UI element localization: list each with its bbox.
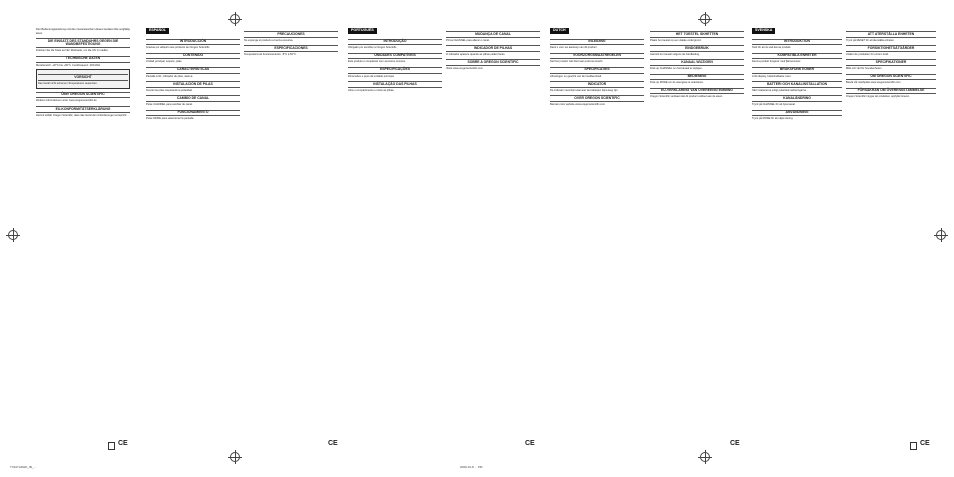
- section-title: VORSICHT: [38, 74, 128, 81]
- section-text: Gracias por adquirir este producto de Oregon Scientific.: [146, 46, 211, 50]
- section-title: CAMBIO DE CANAL: [146, 95, 240, 102]
- column-portuguese-continued: [446, 28, 540, 72]
- section-title: FÖRSÄKRAN OM ÖVERENSSTÄMMELSE: [846, 88, 936, 95]
- section-text: Druk op CHANNEL om het kanaal te wijzigen.: [650, 66, 703, 70]
- section-title: BATTERI OCH KANALINSTALLATION: [752, 81, 842, 88]
- section-text: Plaats het toestel op een vlakke ondergrond.: [650, 38, 702, 42]
- section-text: Tack för att du valt denna produkt.: [752, 46, 792, 50]
- ce-mark-icon: CE: [328, 440, 338, 447]
- section-text: Este produto é compatível com sensores remotos.: [348, 60, 406, 64]
- section-text: Hiermit erklärt Oregon Scientific, dass das Gerät den Anforderungen entspricht.: [36, 113, 128, 117]
- section-title: INTRODUKTION: [752, 39, 842, 46]
- ce-mark-icon: CE: [525, 440, 535, 447]
- section-text: Mått och vikt för huvudenheten.: [846, 66, 883, 70]
- section-text: Abra o compartimento e insira as pilhas.: [348, 88, 395, 92]
- section-title: INTRODUCCIÓN: [146, 39, 240, 46]
- column-spanish: [146, 28, 240, 122]
- section-title: KANAAL WIJZIGEN: [650, 59, 744, 66]
- section-text: Oregon Scientific intygar att produkten uppfyller kraven.: [846, 95, 910, 99]
- section-text: Tryck på CHANNEL för att byta kanal.: [752, 102, 796, 106]
- ce-mark-icon: CE: [920, 440, 930, 447]
- section-title: OM OREGON SCIENTIFIC: [846, 74, 936, 81]
- section-text: Temperatura de funcionamiento: -5°C a 50°C.: [244, 52, 297, 56]
- section-text: No exponga el producto a fuerza excesiva.: [244, 38, 294, 42]
- section-title: KANALÄNDRING: [752, 95, 842, 102]
- section-title: DIE EINSATZ DES STANDUHRS GEGEN DIE WANDBEFESTIGUNG: [36, 38, 130, 48]
- section-title: CONTENIDO: [146, 53, 240, 60]
- intro-text: Den Bedienungsanleitung und dem Garantieschein dieses Gerätes bitte sorgfältig lesen.: [36, 28, 130, 35]
- section-title: ESPECIFICAÇÕES: [348, 67, 442, 74]
- section-title: SPECIFICATIES: [550, 67, 644, 74]
- section-text: Das Gerät nicht extremen Temperaturen aussetzen.: [38, 81, 98, 85]
- registration-mark-icon: [8, 230, 18, 240]
- section-title: INLEIDING: [550, 39, 644, 46]
- section-title: UNIDADES COMPATÍVEIS: [348, 53, 442, 60]
- registration-mark-icon: [700, 14, 710, 24]
- section-title: Über OREGON SCIENTIFIC: [36, 92, 130, 99]
- section-text: Denna produkt fungerar med fjärrsensorer.: [752, 60, 802, 64]
- section-text: Afmetingen en gewicht van de hoofdeenheid.: [550, 74, 602, 78]
- registration-mark-icon: [700, 452, 710, 462]
- language-label: DUTCH: [550, 28, 569, 34]
- section-text: Drücken Sie die Taste auf der Rückseite, um die Uhr zu stellen.: [36, 49, 109, 53]
- section-text: Obrigado por escolher a Oregon Scientific.: [348, 46, 398, 50]
- section-title: OVER OREGON SCIENTIFIC: [550, 95, 644, 102]
- section-title: SOBRE A OREGON SCIENTIFIC: [446, 59, 540, 66]
- section-text: Inserte las pilas respetando la polaridad.: [146, 88, 193, 92]
- section-text: Visite www.oregonscientific.com: [446, 66, 483, 70]
- section-text: Pantalla LCD, indicador de pilas, alarma.: [146, 74, 194, 78]
- section-title: HET TOESTEL SKHETTEN: [650, 31, 744, 38]
- column-dutch-continued: [650, 28, 744, 100]
- section-text: Besök vår webbplats www.oregonscientific.com: [846, 81, 901, 85]
- ce-mark-icon: CE: [118, 440, 128, 447]
- section-title: FUNCIONAMIENTO: [146, 110, 240, 117]
- section-text: Pulse MODE para seleccionar la pantalla.: [146, 117, 195, 121]
- section-title: VOORZORGSMAATREGELEN: [550, 53, 644, 60]
- section-text: Tryck på RESET för att återställa enheten.: [846, 38, 895, 42]
- section-title: INDICATOR: [550, 81, 644, 88]
- section-text: LCD-display, batteriindikator, larm.: [752, 74, 792, 78]
- section-title: PRECAUCIONES: [244, 31, 338, 38]
- section-text: Oregon Scientific verklaart dat dit product voldoet aan de eisen.: [650, 95, 723, 99]
- section-text: Utsätt inte produkten för extrem kraft.: [846, 52, 889, 56]
- registration-mark-icon: [230, 14, 240, 24]
- section-title: EINDGEBRUIK: [650, 45, 744, 52]
- section-title: ESPECIFICACIONES: [244, 45, 338, 52]
- section-title: EU-VERKLARING VAN OVEREENSTEMMING: [650, 88, 744, 95]
- section-text: O indicador aparece quando as pilhas estão fracas.: [446, 52, 506, 56]
- section-title: EU-KONFORMITÄTSERKLÄRUNG: [36, 106, 130, 113]
- column-swedish: [752, 28, 842, 122]
- section-title: TECHNISCHE DATEN: [36, 56, 130, 63]
- section-text: De indicator verschijnt wanneer de batterijen bijna leeg zijn.: [550, 88, 619, 92]
- section-title: ANVÄNDNING: [752, 110, 842, 117]
- section-text: Messbereich: -20°C bis +60°C. Funkfrequenz: 433 MHz.: [36, 63, 101, 67]
- section-title: INSTALACIÓN DE PILAS: [146, 81, 240, 88]
- section-text: Sätt i batterierna enligt polaritetsmarkeringarna.: [752, 88, 807, 92]
- column-swedish-continued: [846, 28, 936, 100]
- section-title: INTRODUÇÃO: [348, 39, 442, 46]
- weee-bin-icon: [108, 442, 115, 450]
- column-spanish-continued: [244, 28, 338, 58]
- section-title: FÖRSIKTIGHETSÅTGÄRDER: [846, 45, 936, 52]
- section-text: Druk op MODE om de weergave te selecteren.: [650, 81, 704, 85]
- section-text: Pulse CHANNEL para cambiar de canal.: [146, 102, 193, 106]
- section-text: Gebruik het toestel volgens de handleiding.: [650, 52, 700, 56]
- section-text: Dimensões e peso da unidade principal.: [348, 74, 395, 78]
- weee-bin-icon: [910, 442, 917, 450]
- registration-mark-icon: [230, 452, 240, 462]
- warning-box: [36, 69, 130, 89]
- section-text: Prima CHANNEL para alterar o canal.: [446, 38, 490, 42]
- column-dutch: [550, 28, 644, 108]
- column-german-continued: [36, 28, 130, 119]
- registration-mark-icon: [936, 230, 946, 240]
- language-label: SVENSKA: [752, 28, 775, 34]
- language-label: ESPAÑOL: [146, 28, 169, 34]
- section-text: Unidad principal, soporte, pilas.: [146, 60, 183, 64]
- section-title: SPECIFIKATIONER: [846, 59, 936, 66]
- column-portuguese: [348, 28, 442, 94]
- section-title: BRUKSFUNKTIONER: [752, 67, 842, 74]
- section-title: KOMPATIBLA ENHETER: [752, 53, 842, 60]
- section-text: Bezoek onze website www.oregonscientific.com: [550, 102, 606, 106]
- file-tag-left: TX107ADHD_IB_...: [10, 465, 37, 469]
- section-title: ATT ATERSTÄLLA ENHETEN: [846, 31, 936, 38]
- file-tag-right: 2009-10-8 ... PM: [460, 465, 483, 469]
- language-label: PORTUGUÊS: [348, 28, 377, 34]
- section-title: INSTALAÇÃO DAS PILHAS: [348, 81, 442, 88]
- section-title: INDICADOR DE PILHAS: [446, 45, 540, 52]
- ce-mark-icon: CE: [730, 440, 740, 447]
- section-text: Dank u voor uw aankoop van dit product.: [550, 46, 598, 50]
- section-text: Weitere Informationen unter www.oregonscientific.de: [36, 99, 97, 103]
- section-title: CARACTERÍSTICAS: [146, 67, 240, 74]
- section-text: Tryck på MODE för att välja visning.: [752, 117, 794, 121]
- section-text: Stel het product niet bloot aan extreme kracht.: [550, 60, 604, 64]
- section-title: MUDANÇA DE CANAL: [446, 31, 540, 38]
- section-title: BEDIENING: [650, 74, 744, 81]
